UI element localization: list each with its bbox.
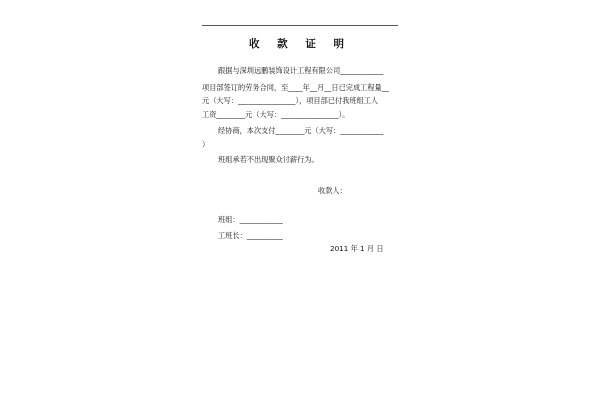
text-line-wages: 工资________元（大写：________________）。: [202, 110, 350, 119]
payee-label: 收款人：: [318, 186, 347, 195]
text-line-contract: 项目部签订的劳务合同，至____年__月__日已完成工程量__: [202, 83, 389, 92]
text-line-commitment: 班组承若不出现聚众讨薪行为。: [218, 155, 319, 164]
text-line-amount: 元（大写：________________），项目部已付我班组工人: [202, 96, 379, 105]
text-line-close-paren: ）: [202, 140, 210, 149]
document-date: 2011 年 1 月 日: [330, 244, 384, 253]
text-line-payment: 经协商，本次支付________元（大写：____________: [218, 126, 384, 135]
header-rule: [202, 25, 398, 26]
team-label: 班组：____________: [218, 215, 283, 224]
text-line-company: 跟据与深圳远鹏装饰设计工程有限公司____________: [218, 66, 384, 75]
document-title: 收 款 证 明: [249, 38, 351, 50]
foreman-label: 工班长：__________: [218, 231, 283, 240]
